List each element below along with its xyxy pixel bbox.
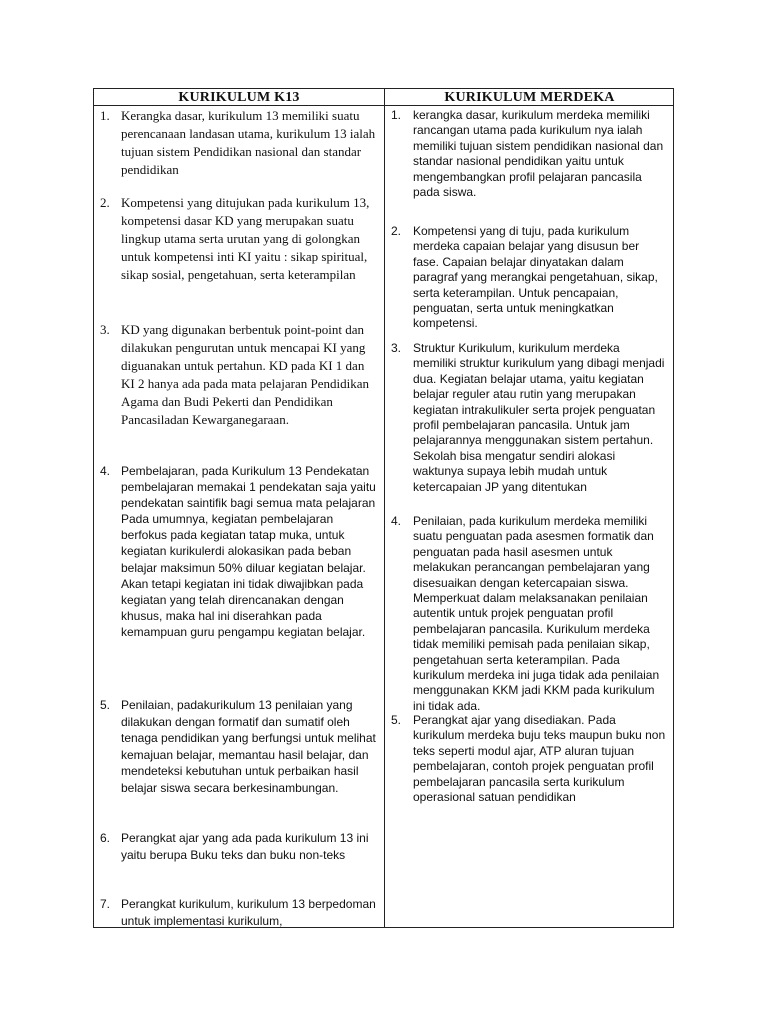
k13-item-4-text: Pembelajaran, pada Kurikulum 13 Pendekatan pembelajaran memakai 1 pendekatan saja yaitu pendekatan saintifik bagi semua mata pelajaran Pada umumnya, kegiatan pembelajaran berfokus pada kegiatan tatap muka, untuk kegiatan kurikulerdi alokasikan pada beban belajar maksimun 50% diluar kegiatan belajar. Akan tetapi kegiatan ini tidak diwajibkan pada kegiatan yang telah direncanakan dengan khusus, maka hal ini diserahkan pada kemampuan guru pengampu kegiatan belajar. [121, 464, 376, 639]
merdeka-item-4-text: Penilaian, pada kurikulum merdeka memiliki suatu penguatan pada asesmen formatik dan penguatan pada hasil asesmen untuk melakukan perancangan pembelajaran yang disesuaikan dengan ketercapaian siswa. Memperkuat dalam melaksanakan penilaian autentik untuk projek penguatan profil pembelajaran pancasila. Kurikulum merdeka tidak memiliki pemisah pada penilaian sikap, pengetahuan serta keterampilan. Pada kurikulum merdeka ini juga tidak ada penilaian menggunakan KKM jadi KKM pada kurikulum ini tidak ada. [413, 514, 660, 713]
merdeka-item-2-number: 2. [391, 224, 402, 238]
merdeka-item-5-number: 5. [391, 713, 402, 727]
k13-item-5 [94, 697, 384, 797]
k13-item-7-number: 7. [100, 897, 111, 911]
k13-item-6 [94, 830, 384, 864]
k13-item-2-number: 2. [100, 195, 110, 210]
merdeka-item-3-number: 3. [391, 341, 402, 355]
merdeka-item-1-number: 1. [391, 108, 402, 122]
merdeka-item-4 [385, 514, 674, 714]
header-k13: KURIKULUM K13 [178, 90, 300, 105]
merdeka-item-5 [385, 713, 674, 805]
k13-item-1-text: Kerangka dasar, kurikulum 13 memiliki suatu perencanaan landasan utama, kurikulum 13 ialah tujuan sistem Pendidikan nasional dan standar pendidikan [121, 108, 376, 177]
merdeka-item-2 [385, 224, 674, 332]
k13-item-4 [94, 463, 384, 640]
k13-item-7-text: Perangkat kurikulum, kurikulum 13 berpedoman untuk implementasi kurikulum, [121, 897, 376, 927]
k13-item-1-number: 1. [100, 108, 110, 123]
merdeka-item-2-text: Kompetensi yang di tuju, pada kurikulum merdeka capaian belajar yang disusun ber fase. Capaian belajar dinyatakan dalam paragraf yang merangkai pengetahuan, sikap, serta keterampilan. Untuk pencapaian, penguatan, serta untuk meningkatkan kompetensi. [413, 224, 658, 331]
merdeka-item-3 [385, 341, 674, 495]
header-merdeka: KURIKULUM MERDEKA [444, 90, 615, 105]
k13-item-2 [94, 194, 384, 284]
merdeka-item-4-number: 4. [391, 514, 402, 528]
k13-item-6-number: 6. [100, 831, 111, 845]
k13-item-7 [94, 896, 384, 927]
column-k13 [94, 106, 384, 927]
comparison-table [93, 88, 674, 928]
merdeka-item-3-text: Struktur Kurikulum, kurikulum merdeka memiliki struktur kurikulum yang dibagi menjadi dua. Kegiatan belajar utama, yaitu kegiatan belajar reguler atau rutin yang merupakan kegiatan intrakulikuler serta projek penguatan profil pembelajaran pancasila. Untuk jam pelajarannya menggunakan sistem pertahun. Sekolah bisa mengatur sendiri alokasi waktunya supaya lebih mudah untuk ketercapaian JP yang ditentukan [413, 341, 665, 494]
column-merdeka [385, 106, 674, 927]
merdeka-item-1-text: kerangka dasar, kurikulum merdeka memiliki rancangan utama pada kurikulum nya ialah memiliki tujuan sistem pendidikan nasional dan standar nasional pendidikan yaitu untuk mengembangkan profil pelajaran pancasila pada siswa. [413, 108, 664, 200]
k13-item-4-number: 4. [100, 464, 111, 478]
merdeka-item-1 [385, 108, 674, 200]
k13-item-2-text: Kompetensi yang ditujukan pada kurikulum 13, kompetensi dasar KD yang merupakan suatu lingkup utama serta urutan yang di golongkan untuk kompetensi inti KI yaitu : sikap spiritual, sikap sosial, pengetahuan, serta keterampilan [121, 195, 370, 282]
k13-item-3 [94, 321, 384, 429]
k13-item-5-number: 5. [100, 698, 111, 712]
k13-item-5-text: Penilaian, padakurikulum 13 penilaian yang dilakukan dengan formatif dan sumatif oleh tenaga pendidikan yang berfungsi untuk melihat kemajuan belajar, memantau hasil belajar, dan mendeteksi kebutuhan untuk perbaikan hasil belajar siswa secara berkesinambungan. [121, 698, 376, 795]
k13-item-3-text: KD yang digunakan berbentuk point-point dan dilakukan pengurutan untuk mencapai KI yang diguanakan untuk pertahun. KD pada KI 1 dan KI 2 hanya ada pada mata pelajaran Pendidikan Agama dan Budi Pekerti dan Pendidikan Pancasiladan Kewarganegaraan. [121, 322, 369, 427]
k13-item-3-number: 3. [100, 322, 110, 337]
k13-item-1 [94, 107, 384, 179]
merdeka-item-5-text: Perangkat ajar yang disediakan. Pada kurikulum merdeka buju teks maupun buku non teks seperti modul ajar, ATP aluran tujuan pembelajaran, contoh projek penguatan profil pembelajaran pancasila serta kurikulum operasional satuan pendidikan [413, 713, 666, 805]
k13-item-6-text: Perangkat ajar yang ada pada kurikulum 13 ini yaitu berupa Buku teks dan buku non-teks [121, 831, 369, 862]
